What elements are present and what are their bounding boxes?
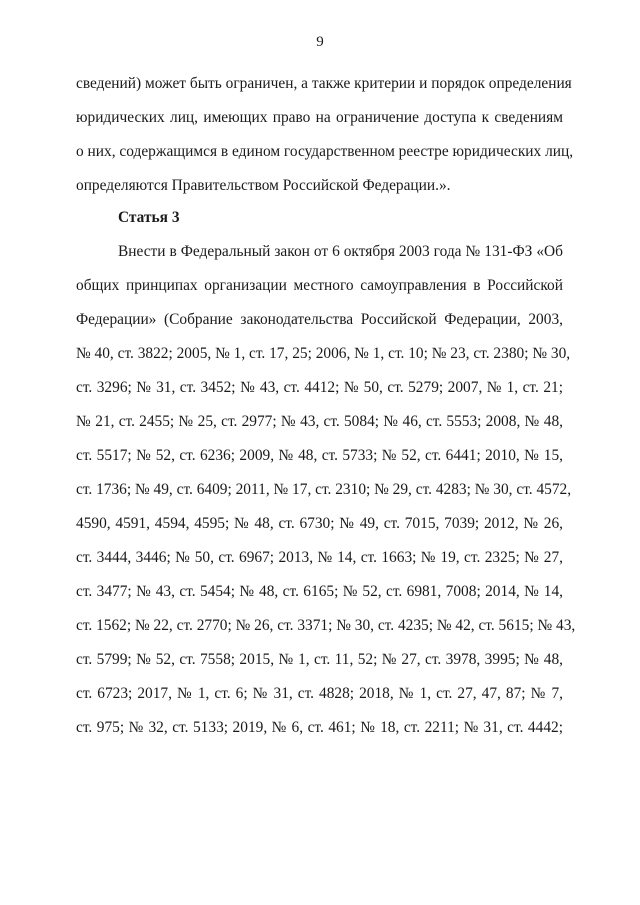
text-line: Федерации» (Собрание законодательства Российской Федерации, 2003, bbox=[76, 311, 563, 328]
text-line: ст. 6723; 2017, № 1, ст. 6; № 31, ст. 4828; 2018, № 1, ст. 27, 47, 87; № 7, bbox=[76, 685, 563, 702]
text-line: ст. 3477; № 43, ст. 5454; № 48, ст. 6165; № 52, ст. 6981, 7008; 2014, № 14, bbox=[76, 583, 563, 600]
text-line: ст. 5517; № 52, ст. 6236; 2009, № 48, ст. 5733; № 52, ст. 6441; 2010, № 15, bbox=[76, 447, 563, 464]
text-line: ст. 3444, 3446; № 50, ст. 6967; 2013, № 14, ст. 1663; № 19, ст. 2325; № 27, bbox=[76, 549, 563, 566]
text-line: ст. 5799; № 52, ст. 7558; 2015, № 1, ст. 11, 52; № 27, ст. 3978, 3995; № 48, bbox=[76, 651, 563, 668]
article-heading: Статья 3 bbox=[118, 209, 180, 226]
text-line: сведений) может быть ограничен, а также критерии и порядок определения bbox=[76, 75, 572, 92]
text-line: № 21, ст. 2455; № 25, ст. 2977; № 43, ст. 5084; № 46, ст. 5553; 2008, № 48, bbox=[76, 413, 563, 430]
text-line: Внести в Федеральный закон от 6 октября 2003 года № 131-ФЗ «Об bbox=[118, 243, 563, 260]
page-number: 9 bbox=[316, 34, 324, 50]
text-line: 4590, 4591, 4594, 4595; № 48, ст. 6730; № 49, ст. 7015, 7039; 2012, № 26, bbox=[76, 515, 563, 532]
text-line: определяются Правительством Российской Федерации.». bbox=[76, 177, 451, 194]
text-line: № 40, ст. 3822; 2005, № 1, ст. 17, 25; 2006, № 1, ст. 10; № 23, ст. 2380; № 30, bbox=[76, 345, 571, 362]
text-line: ст. 3296; № 31, ст. 3452; № 43, ст. 4412; № 50, ст. 5279; 2007, № 1, ст. 21; bbox=[76, 379, 563, 396]
text-line: ст. 1736; № 49, ст. 6409; 2011, № 17, ст. 2310; № 29, ст. 4283; № 30, ст. 4572, bbox=[76, 481, 572, 498]
text-line: юридических лиц, имеющих право на ограничение доступа к сведениям bbox=[76, 109, 563, 126]
text-line: о них, содержащимся в едином государственном реестре юридических лиц, bbox=[76, 143, 574, 160]
text-line: общих принципах организации местного самоуправления в Российской bbox=[76, 277, 563, 294]
text-line: ст. 975; № 32, ст. 5133; 2019, № 6, ст. 461; № 18, ст. 2211; № 31, ст. 4442; bbox=[76, 719, 563, 736]
text-line: ст. 1562; № 22, ст. 2770; № 26, ст. 3371; № 30, ст. 4235; № 42, ст. 5615; № 43, bbox=[76, 617, 576, 634]
